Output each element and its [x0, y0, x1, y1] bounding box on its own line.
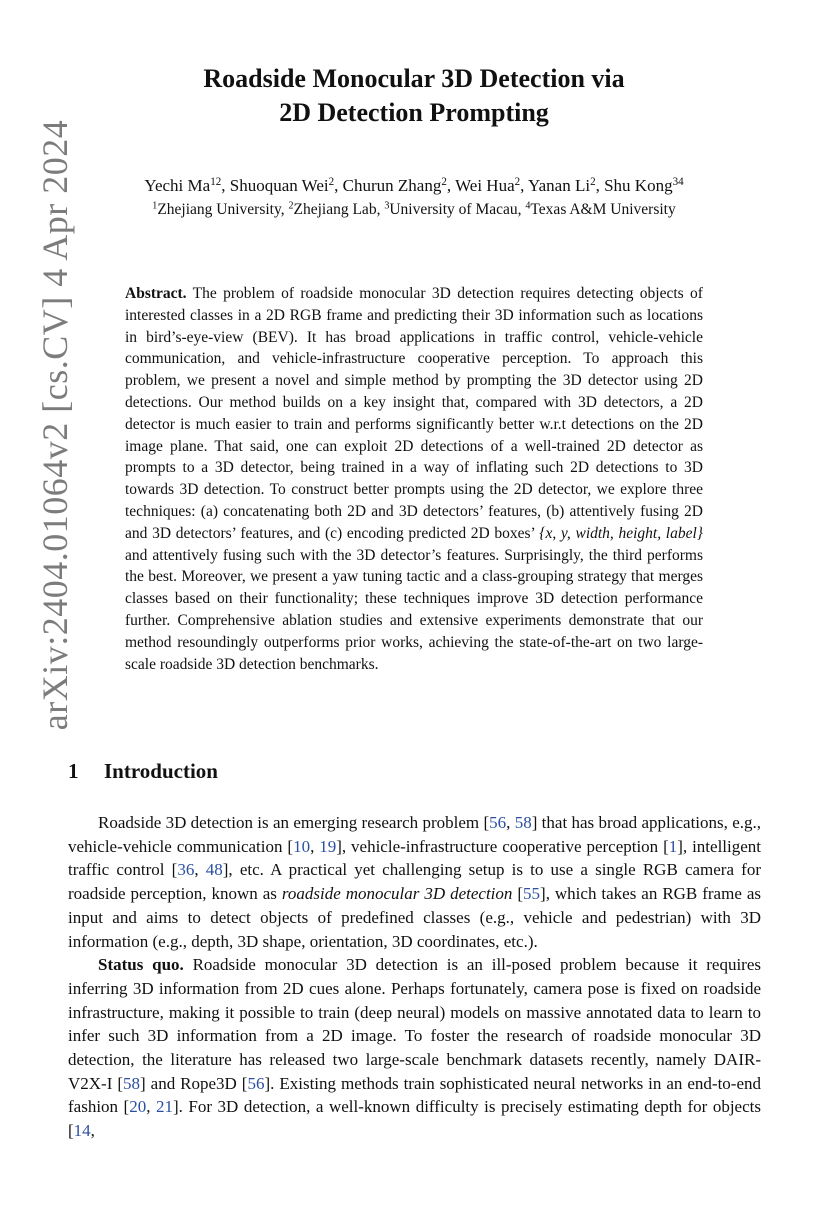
author-name: Churun Zhang: [342, 176, 442, 195]
affiliation-name: University of Macau: [389, 201, 518, 218]
citation-link[interactable]: 56: [247, 1073, 265, 1093]
author-affil-mark: 34: [672, 175, 684, 188]
abstract-text: The problem of roadside monocular 3D detection requires detecting objects of interested classes in a 2D RGB frame and predicting their 3D information such as locations in bird’s-eye-view (BEV). It has broad applications in traffic control, vehicle-vehicle communication, and vehicle-infrastructure cooperative perception. To approach this problem, we present a novel and simple method by prompting the 3D detector using 2D detections. Our method builds on a key insight that, compared with 3D detectors, a 2D detector is much easier to train and performs significantly better w.r.t detections on the 2D image plane. That said, one can exploit 2D detections of a well-trained 2D detector as prompts to a 3D detector, being trained in a way of inflating such 2D detections to 3D towards 3D detection. To construct better prompts using the 2D detector, we explore three techniques: (a) concatenating both 2D and 3D detectors’ features, (b) attentively fusing 2D and 3D detectors’ features, and (c) encoding predicted 2D boxes’: [125, 285, 703, 542]
citation-link[interactable]: 21: [156, 1097, 173, 1117]
citation-link[interactable]: 10: [293, 836, 311, 856]
author-affil-mark: 12: [210, 175, 222, 188]
citation-link[interactable]: 58: [514, 813, 532, 832]
affil-mark: 3: [384, 200, 390, 212]
affil-mark: 1: [152, 200, 158, 212]
title-line-2: 2D Detection Prompting: [279, 98, 549, 127]
abstract-text: and attentively fusing such with the 3D detector’s features. Surprisingly, the third performs the best. Moreover, we present a yaw tuning tactic and a class-grouping strategy that merges classes based on their functionality; these techniques improve 3D detection performance further. Comprehensive ablation studies and extensive experiments demonstrate that our method resoundingly outperforms prior works, achieving the state-of-the-art on two large-scale roadside 3D detection benchmarks.: [125, 546, 703, 673]
paper-title: [0, 62, 828, 130]
author-affil-mark: 2: [590, 175, 596, 188]
abstract-label: Abstract.: [125, 285, 187, 302]
citation-link[interactable]: 19: [319, 836, 337, 856]
affiliation-list: $^1$Zhejiang University, $^2$Zhejiang Lab, $^3$University of Macau, $^4$Texas A&M University: [152, 200, 676, 218]
title-line-1: Roadside Monocular 3D Detection via: [203, 64, 625, 93]
author-list: Yechi Ma$^{12}$, Shuoquan Wei$^2$, Churun Zhang$^2$, Wei Hua$^2$, Yanan Li$^2$, Shu Kong$^{34}$: [144, 175, 684, 195]
citation-link[interactable]: 58: [123, 1073, 141, 1093]
abstract: [125, 283, 703, 675]
citation-link[interactable]: 20: [129, 1097, 147, 1117]
author-name: Yechi Ma: [144, 176, 211, 195]
affiliation-name: Zhejiang University: [157, 201, 281, 218]
author-affil-mark: 2: [514, 175, 521, 188]
section-title: Introduction: [104, 759, 218, 783]
paragraph-lead-label: Status quo.: [98, 955, 184, 975]
author-affil-mark: 2: [328, 175, 335, 188]
affil-mark: 4: [525, 200, 531, 212]
author-affil-mark: 2: [441, 175, 447, 188]
citation-link[interactable]: 48: [205, 860, 223, 880]
author-name: Shuoquan Wei: [229, 176, 329, 195]
abstract-math-set: {x, y, width, height, label}: [539, 524, 703, 542]
citation-link[interactable]: 36: [177, 860, 195, 880]
citation-link[interactable]: 56: [489, 813, 507, 832]
body-text: [68, 811, 761, 1143]
author-name: Yanan Li: [528, 176, 591, 195]
section-number: 1: [68, 759, 79, 783]
author-name: Shu Kong: [604, 176, 673, 195]
intro-paragraph-2: Status quo. Roadside monocular 3D detection is an ill-posed problem because it requires inferring 3D information from 2D cues alone. Perhaps fortunately, camera pose is fixed on roadside infrastructure, making it possible to train (deep neural) models on massive annotated data to learn to infer such 3D information from a 2D image. To foster the research of roadside monocular 3D detection, the literature has released two large-scale benchmark datasets recently, namely DAIR-V2X-I [58] and Rope3D [56]. Existing methods train sophisticated neural networks in an end-to-end fashion [20, 21]. For 3D detection, a well-known difficulty is precisely estimating depth for objects [14,: [68, 955, 762, 1141]
citation-link[interactable]: 1: [668, 836, 678, 856]
affiliation-name: Zhejiang Lab: [293, 201, 377, 218]
intro-paragraph-1: Roadside 3D detection is an emerging research problem [56, 58] that has broad applications, e.g., vehicle-vehicle communication [10, 19], vehicle-infrastructure cooperative perception [1], intelligent traffic control [36, 48], etc. A practical yet challenging setup is to use a single RGB camera for roadside perception, known as roadside monocular 3D detection [55], which takes an RGB frame as input and aims to detect objects of predefined classes (e.g., vehicle and pedestrian) with 3D information (e.g., depth, 3D shape, orientation, 3D coordinates, etc.).: [68, 813, 762, 951]
citation-link[interactable]: 55: [523, 884, 541, 904]
author-name: Wei Hua: [455, 176, 515, 195]
section-heading: [68, 759, 218, 784]
arxiv-stamp-text: arXiv:2404.01064v2 [cs.CV] 4 Apr 2024: [35, 119, 76, 731]
emphasis-term: roadside monocular 3D detection: [281, 884, 513, 904]
citation-link[interactable]: 14: [73, 1121, 91, 1141]
affil-mark: 2: [288, 200, 294, 212]
affiliation-name: Texas A&M University: [530, 201, 676, 218]
